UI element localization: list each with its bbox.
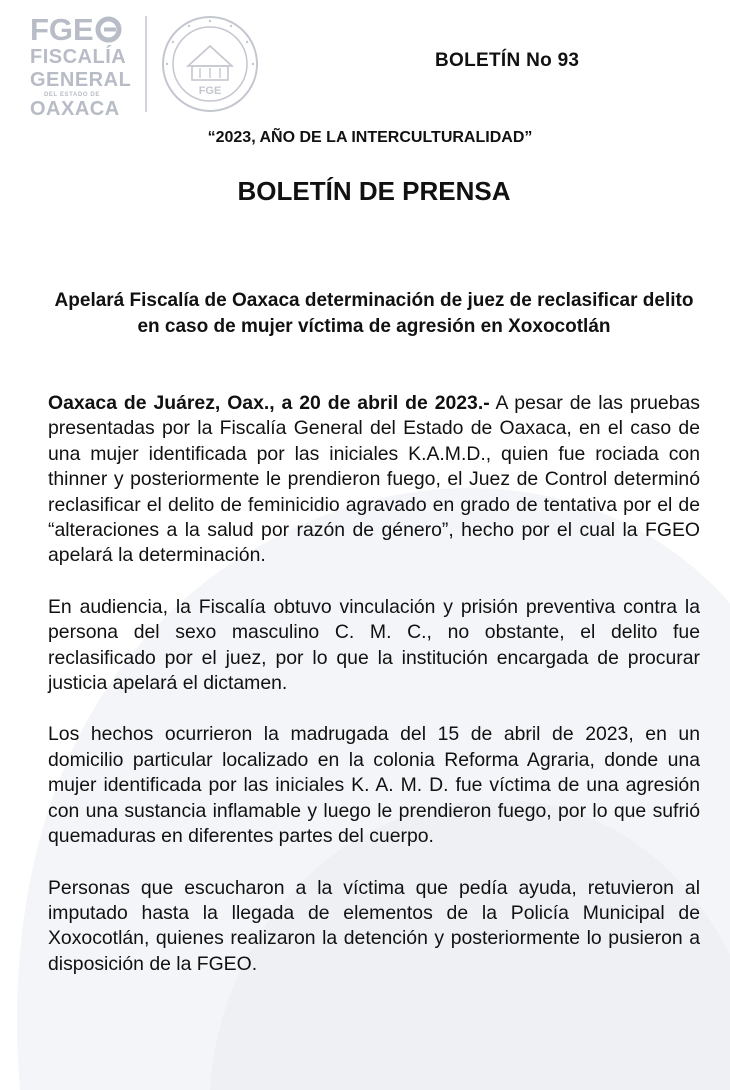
dateline: Oaxaca de Juárez, Oax., a 20 de abril de 2023.-: [48, 392, 490, 414]
logo-fiscalia-text: FISCALÍA: [30, 46, 127, 68]
paragraph-3: Los hechos ocurrieron la madrugada del 15 de abril de 2023, en un domicilio particular localizado en la colonia Reforma Agraria, donde una mujer identificada por las iniciales K. A. M. D. fue víctima de una agresión con una sustancia inflamable y luego le prendieron fuego, por lo que sufrió quemaduras en diferentes partes del cuerpo.: [48, 723, 700, 848]
paragraph-4: Personas que escucharon a la víctima que pedía ayuda, retuvieron al imputado hasta la llegada de elementos de la Policía Municipal de Xoxocotlán, quienes realizaron la detención y posteriormente lo pusieron a disposición de la FGEO.: [48, 876, 700, 975]
logo-divider: [145, 16, 147, 112]
seal-text: FGE: [198, 85, 222, 97]
logo-o-icon: [95, 16, 122, 43]
logo-del-estado-text: DEL ESTADO DE: [44, 92, 100, 98]
logo-oaxaca-text: OAXACA: [30, 98, 120, 120]
logo-fge-text: FGE: [30, 11, 94, 47]
bulletin-number: BOLETÍN No 93: [435, 50, 580, 71]
press-release-title: BOLETÍN DE PRENSA: [237, 176, 511, 206]
letterhead: [0, 0, 730, 125]
paragraph-2: En audiencia, la Fiscalía obtuvo vinculación y prisión preventiva contra la persona del sexo masculino C. M. C., no obstante, el delito fue reclasificado por el juez, por lo que la institución encargada de procurar justicia apelará el dictamen.: [48, 595, 700, 695]
paragraph-1-text: A pesar de las pruebas presentadas por la Fiscalía General del Estado de Oaxaca, en el caso de una mujer identificada por las iniciales K.A.M.D., quien fue rociada con thinner y posteriormente le prendieron fuego, el Juez de Control determinó reclasificar el delito de feminicidio agravado en grado de tentativa por el de “alteraciones a la salud por razón de género”, hecho por el cual la FGEO apelará la determinación.: [48, 392, 700, 567]
seal-icon: [160, 14, 260, 114]
year-motto: “2023, AÑO DE LA INTERCULTURALIDAD”: [207, 129, 533, 146]
paragraph-1: [48, 391, 700, 569]
article-body: [48, 391, 700, 1003]
logo-general-text: GENERAL: [30, 69, 132, 91]
headline: Apelará Fiscalía de Oaxaca determinación de juez de reclasificar delito en caso de mujer víctima de agresión en Xoxocotlán: [54, 290, 694, 337]
fgeo-logo: [30, 11, 132, 120]
